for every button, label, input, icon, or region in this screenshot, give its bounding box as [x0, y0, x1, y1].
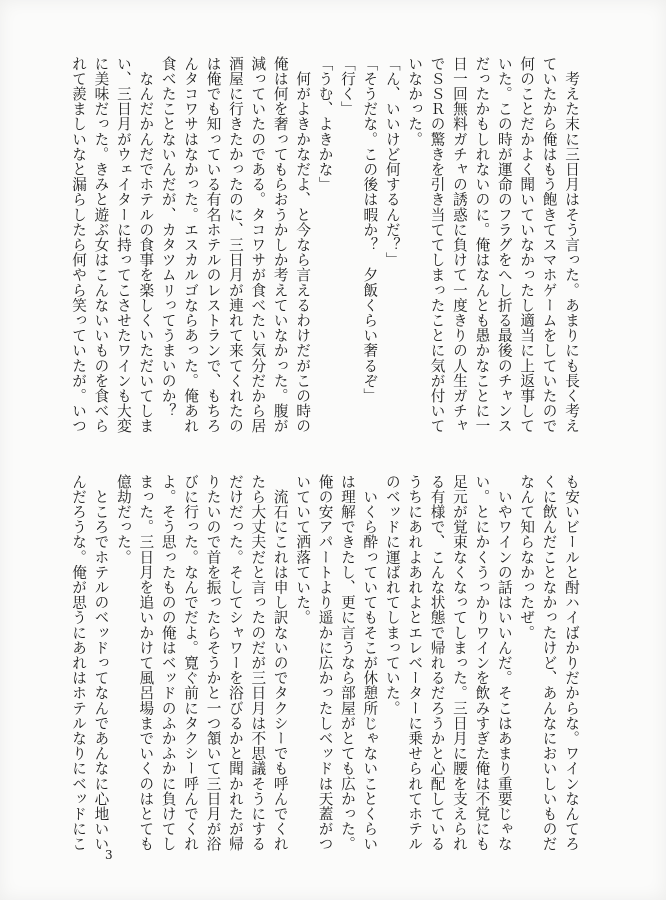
page-number: 3	[105, 848, 113, 862]
text-line: いた。この時が運命のフラグをへし折る最後のチャンス	[495, 56, 513, 434]
text-line: い、三日月がウェイターに持ってこさせたワインも大変	[114, 56, 132, 434]
text-line: 減っていたのである。タコワサが食べたい気分だから居	[249, 56, 267, 434]
text-line: くに飲んだことなかったけど、あんなにおいしいものだ	[540, 474, 558, 852]
upper-text-block	[67, 56, 582, 434]
text-line: い。とにかくうっかりワインを飲みすぎた俺は不覚にも	[473, 474, 491, 852]
text-line: も安いビールと酎ハイばかりだからな。ワインなんてろ	[563, 474, 580, 852]
text-line: 「行く」	[338, 56, 356, 117]
text-line: 何がよきかなだよ、と今なら言えるわけだがこの時の	[294, 56, 312, 434]
text-line: 「ん、いいけど何するんだ？」	[383, 56, 401, 268]
text-line: る有様で、こんな状態で帰れるだろうかと心配している	[428, 474, 446, 852]
text-line: いくら酔っていてもそこが休憩所じゃないことくらい	[361, 474, 379, 852]
text-line: だけだった。そしてシャワーを浴びるかと聞かれたが帰	[226, 474, 244, 852]
text-line: 食べたことないんだが、カタツムリってうまいのか？	[159, 56, 177, 419]
text-line: 「そうだな。この後は暇か？ 夕飯くらい奢るぞ」	[361, 56, 379, 404]
lower-text-block	[67, 474, 582, 852]
text-line: 「うむ、よきかな」	[316, 56, 334, 192]
text-line: よ。そう思ったものの俺はベッドのふかふかに負けてし	[159, 474, 177, 852]
text-line: んだろうな。俺が思うにあれはホテルなりにベッドにこ	[70, 474, 88, 852]
text-line: 何のことだかよく聞いていなかったし適当に上返事して	[518, 56, 536, 434]
text-line: 日一回無料ガチャの誘惑に負けて一度きりの人生ガチャ	[450, 56, 468, 434]
text-line: まった。三日月を追いかけて風呂場までいくのはとても	[137, 474, 155, 852]
text-line: ていたから俺はもう飽きてスマホゲームをしていたので	[540, 56, 558, 434]
text-line: 俺は何を奢ってもらおうかしか考えていなかった。腹が	[271, 56, 289, 434]
text-line: でＳＳＲの驚きを引き当ててしまったことに気が付いて	[428, 56, 446, 434]
text-line: たら大丈夫だと言ったのだが三日月は不思議そうにする	[249, 474, 267, 852]
text-line: 酒屋に行きたかったのに、三日月が連れて来てくれたの	[226, 56, 244, 434]
text-line: びに行った。なんでだよ。寛ぐ前にタクシー呼んでくれ	[182, 474, 200, 852]
text-line: いていて洒落ていた。	[294, 474, 312, 625]
text-line: 流石にこれは申し訳ないのでタクシーでも呼んでくれ	[271, 474, 289, 852]
text-line: だったかもしれないのに。俺はなんとも愚かなことに一	[473, 56, 491, 434]
text-line: 考えた末に三日月はそう言った。あまりにも長く考え	[563, 56, 580, 434]
text-line: いなかった。	[406, 56, 424, 147]
text-line: は俺でも知っている有名ホテルのレストランで、もちろ	[204, 56, 222, 434]
text-line: のベッドに運ばれてしまっていた。	[383, 474, 401, 716]
text-line: なんて知らなかったぜ。	[518, 474, 536, 641]
text-line: 億劫だった。	[114, 474, 132, 565]
text-line: は理解できたし、更に言うなら部屋がとても広かった。	[338, 474, 356, 852]
text-line: りたいので首を振ったらそうかと一つ頷いて三日月が浴	[204, 474, 222, 852]
text-line: に美味だった。きみと遊ぶ女はこんないいものを食べら	[92, 56, 110, 434]
text-line: なんだかんだでホテルの食事を楽しくいただいてしま	[137, 56, 155, 434]
text-line: 俺の安アパートより遥かに広かったしベッドは天蓋がつ	[316, 474, 334, 852]
text-line: いやワインの話はいいんだ。そこはあまり重要じゃな	[495, 474, 513, 852]
text-line: うちにあれよあれよとエレベーターに乗せられてホテル	[406, 474, 424, 852]
text-line: 足元が覚束なくなってしまった。三日月に腰を支えられ	[450, 474, 468, 852]
text-line: ところでホテルのベッドってなんであんなに心地いい	[92, 474, 110, 852]
text-line: れて羨ましいなと漏らしたら何やら笑っていたが。いつ	[70, 56, 88, 434]
text-line: んタコワサはなかった。エスカルゴならあった。俺あれ	[182, 56, 200, 434]
